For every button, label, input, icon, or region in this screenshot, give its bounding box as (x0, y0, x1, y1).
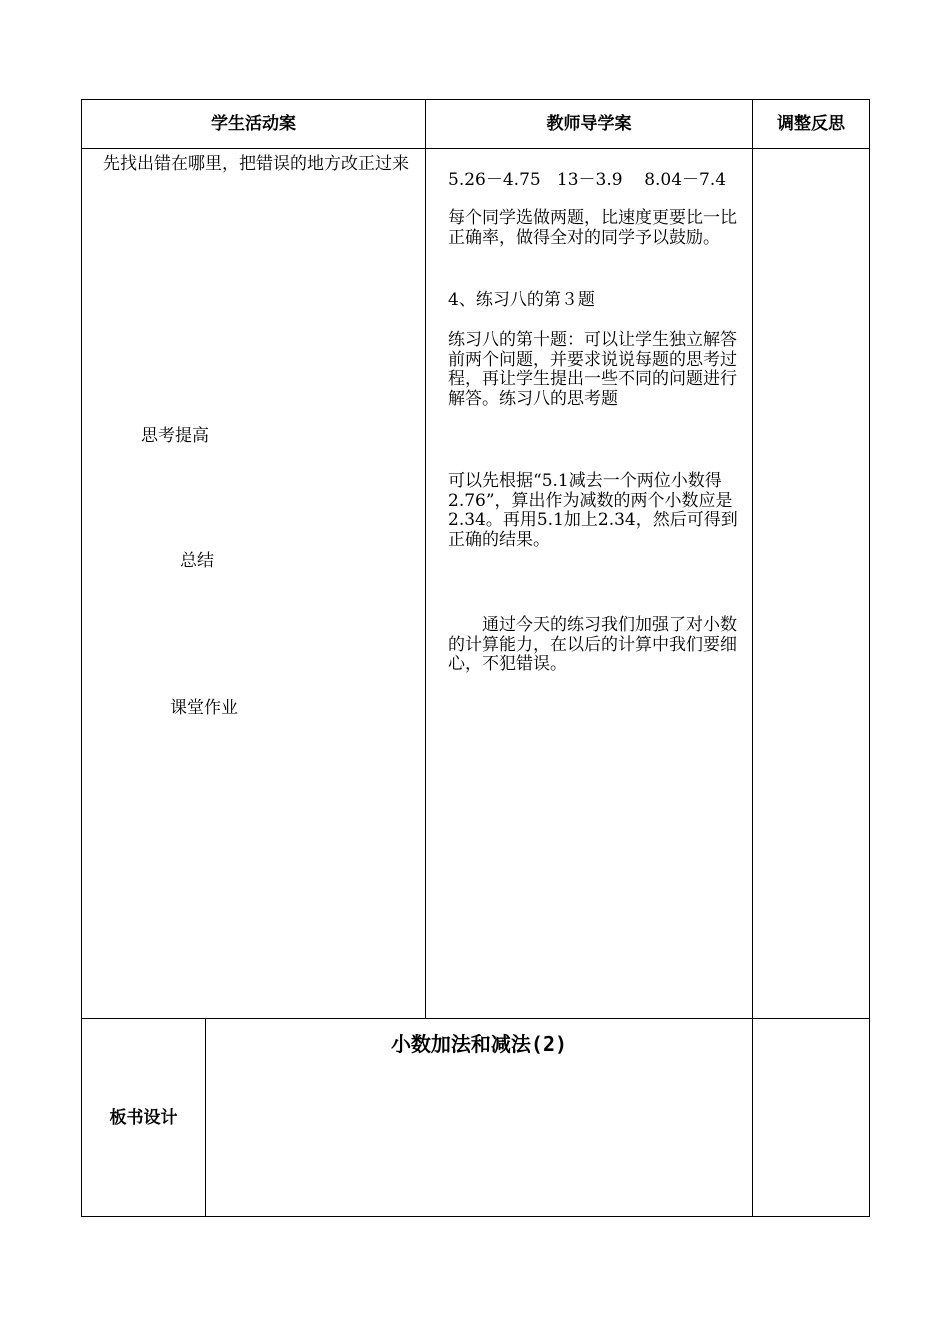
table-right-border (869, 99, 870, 1217)
exercise-list: 5.26－4.75 13－3.9 8.04－7.4 (448, 170, 727, 190)
hint: 可以先根据“5.1减去一个两位小数得2.76”，算出作为减数的两个小数应是2.34。再用5.1加上2.34，然后可得到正确的结果。 (448, 471, 738, 550)
board-label: 板书设计 (109, 1108, 178, 1128)
header-reflection: 调整反思 (777, 114, 845, 134)
table-left-border (81, 99, 82, 1217)
section-summary: 总结 (180, 551, 214, 571)
board-title: 小数加法和减法(2) (390, 1032, 568, 1056)
summary: 通过今天的练习我们加强了对小数的计算能力，在以后的计算中我们要细心，不犯错误。 (448, 615, 737, 674)
section-thinking: 思考提高 (141, 426, 209, 446)
practice-10: 练习八的第十题：可以让学生独立解答前两个问题，并要求说说每题的思考过程，再让学生提出一些不同的问题进行解答。练习八的思考题 (448, 330, 737, 409)
student-teacher-divider (425, 99, 426, 1019)
practice-3: 4、练习八的第３题 (448, 290, 595, 310)
teacher-reflection-divider (752, 99, 753, 1217)
header-teacher: 教师导学案 (546, 114, 632, 134)
header-student: 学生活动案 (211, 114, 296, 134)
student-intro: 先找出错在哪里，把错误的地方改正过来 (103, 154, 409, 174)
section-homework: 课堂作业 (170, 698, 238, 718)
note-choose: 每个同学选做两题，比速度更要比一比正确率，做得全对的同学予以鼓励。 (448, 208, 737, 248)
